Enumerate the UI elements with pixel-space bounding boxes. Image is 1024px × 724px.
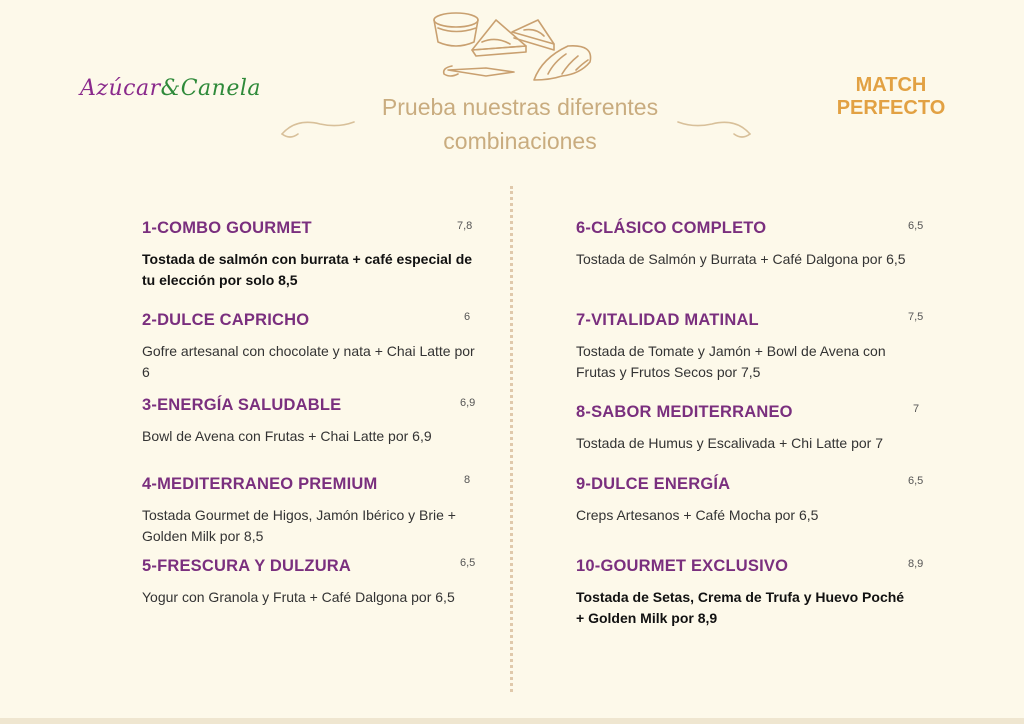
menu-item-price: 7,5 [908,311,924,323]
logo-canela: Canela [180,76,261,101]
menu-item-title: 8-SABOR MEDITERRANEO [576,403,793,421]
menu-item-price: 6 [464,311,471,323]
bottom-border [0,718,1024,724]
menu-item-6 [576,219,916,270]
menu-item-4 [142,475,482,547]
column-divider [510,186,513,692]
headline-line2: combinaciones [443,128,597,154]
menu-item-2 [142,311,482,383]
menu-item-5 [142,557,482,608]
menu-item-title: 4-MEDITERRANEO PREMIUM [142,475,378,493]
menu-item-1 [142,219,482,291]
menu-item-title: 9-DULCE ENERGÍA [576,475,731,493]
menu-item-title: 5-FRESCURA Y DULZURA [142,557,352,575]
menu-item-description: Tostada de Salmón y Burrata + Café Dalgona por 6,5 [576,251,906,267]
menu-item-title: 3-ENERGÍA SALUDABLE [142,396,342,414]
menu-item-price: 6,5 [460,557,476,569]
menu-item-price: 8,9 [908,558,924,570]
menu-item-9 [576,475,916,526]
menu-item-price: 6,5 [908,475,924,487]
menu-item-8 [576,403,916,454]
menu-item-description: Tostada Gourmet de Higos, Jamón Ibérico y Brie + Golden Milk por 8,5 [142,507,456,544]
menu-item-description: Yogur con Granola y Fruta + Café Dalgona por 6,5 [142,589,455,605]
menu-item-description: Gofre artesanal con chocolate y nata + Chai Latte por 6 [142,343,475,380]
logo-ampersand: & [160,76,181,101]
menu-item-description: Tostada de salmón con burrata + café especial de tu elección por solo 8,5 [142,251,473,288]
page-headline [330,90,710,158]
match-line1: MATCH [855,74,927,96]
menu-item-10 [576,557,916,629]
menu-item-price: 6,5 [908,220,924,232]
menu-item-title: 6-CLÁSICO COMPLETO [576,219,767,237]
match-perfecto-title [826,74,956,120]
menu-item-title: 2-DULCE CAPRICHO [142,311,310,329]
brand-logo [80,76,261,101]
menu-item-price: 8 [464,474,471,486]
menu-item-description: Creps Artesanos + Café Mocha por 6,5 [576,507,819,523]
headline-line1: Prueba nuestras diferentes [381,94,659,120]
menu-item-7 [576,311,916,383]
menu-item-title: 10-GOURMET EXCLUSIVO [576,557,789,575]
menu-item-title: 7-VITALIDAD MATINAL [576,311,759,329]
menu-item-description: Tostada de Tomate y Jamón + Bowl de Avena con Frutas y Frutos Secos por 7,5 [576,343,886,380]
menu-item-description: Tostada de Setas, Crema de Trufa y Huevo Poché + Golden Milk por 8,9 [576,589,905,626]
breakfast-illustration-icon [430,6,600,90]
logo-azucar: Azúcar [80,76,161,101]
menu-item-description: Bowl de Avena con Frutas + Chai Latte por 6,9 [142,428,432,444]
menu-item-title: 1-COMBO GOURMET [142,219,312,237]
match-line2: PERFECTO [836,97,946,119]
menu-item-price: 7,8 [457,220,473,232]
menu-item-price: 7 [913,403,920,415]
menu-item-price: 6,9 [460,397,476,409]
menu-item-description: Tostada de Humus y Escalivada + Chi Latte por 7 [576,435,884,451]
menu-item-3 [142,396,482,447]
